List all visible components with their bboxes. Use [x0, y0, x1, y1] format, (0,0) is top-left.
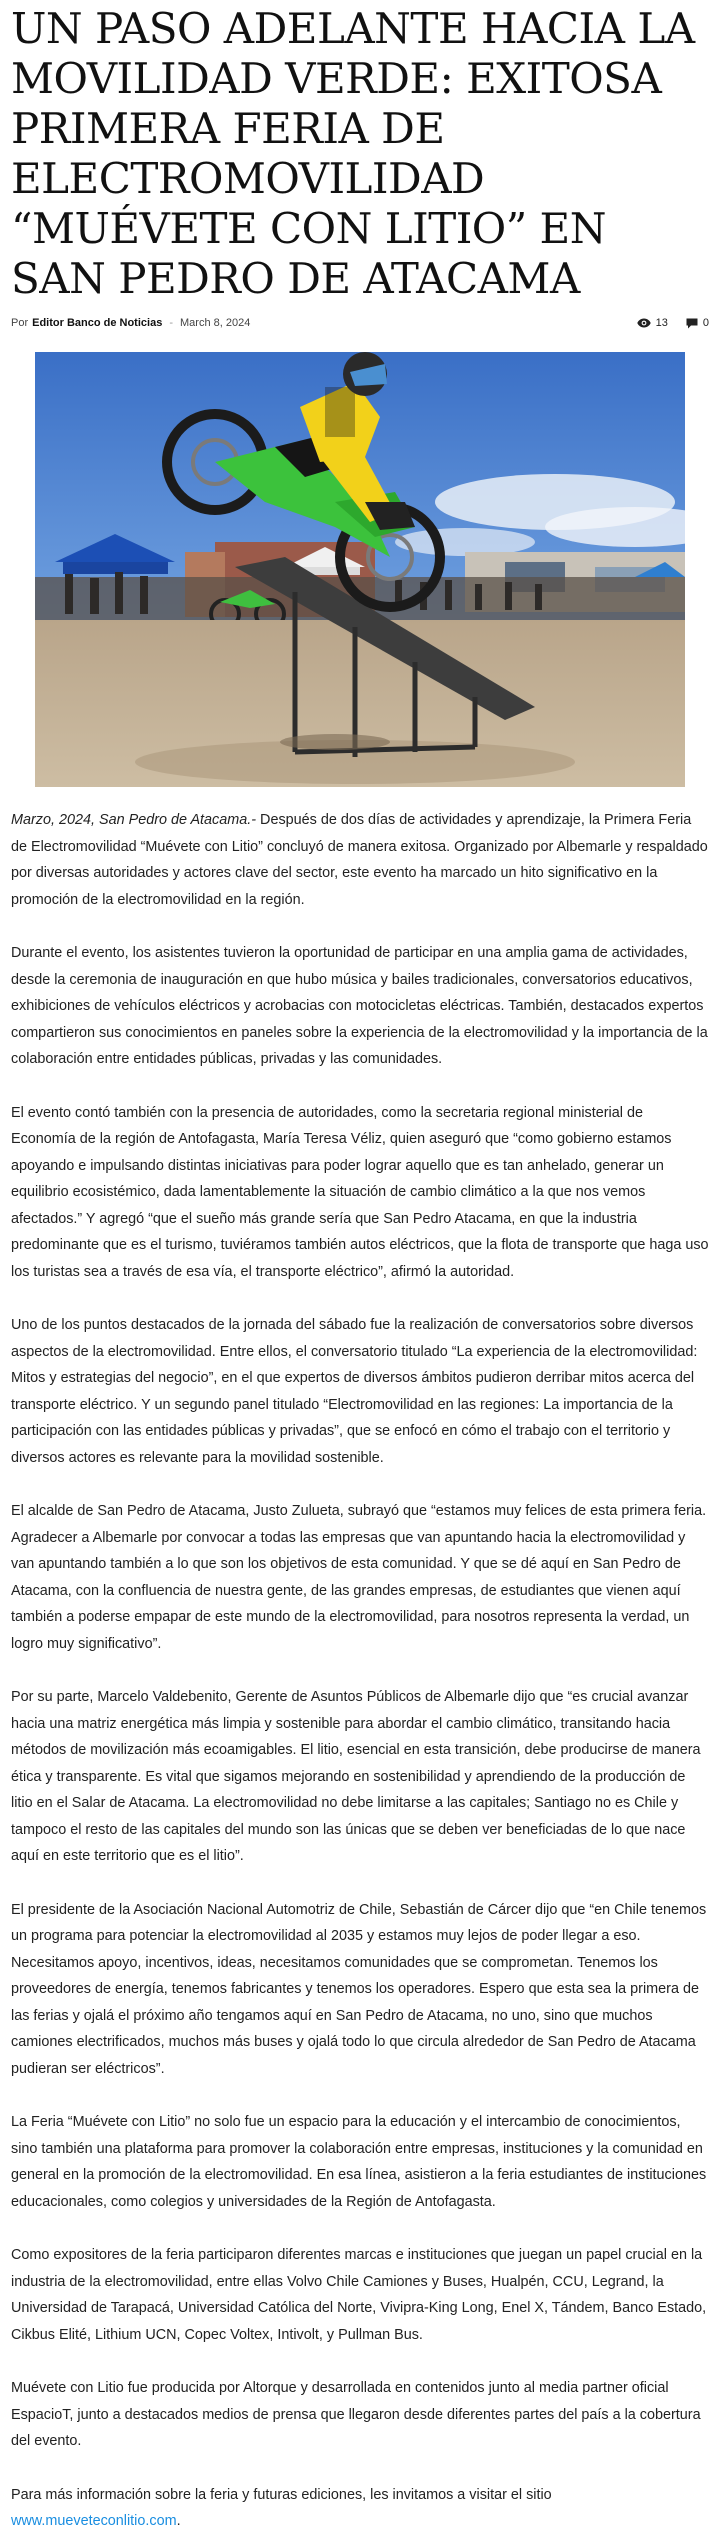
motocross-photo	[35, 352, 685, 787]
paragraph: El presidente de la Asociación Nacional Automotriz de Chile, Sebastián de Cárcer dijo que “en Chile tenemos un programa para potenciar la electromovilidad al 2035 y estamos muy lejos de poder llegar a eso. Necesitamos apoyo, incentivos, ideas, necesitamos comunidades que se comprometan. Tenemos los proveedores de energía, tenemos fabricantes y tenemos los operadores. Espero que esta sea la primera de las ferias y ojalá el próximo año tengamos aquí en San Pedro de Atacama, no uno, sino que muchos camiones electrificados, muchos más buses y ojalá todo lo que circula alrededor de San Pedro de Atacama pudieran ser eléctricos”.	[11, 1901, 707, 2077]
dateline: Marzo, 2024, San Pedro de Atacama.-	[11, 812, 257, 828]
paragraph: El alcalde de San Pedro de Atacama, Justo Zulueta, subrayó que “estamos muy felices de esta primera feria. Agradecer a Albemarle por convocar a todas las empresas que van apuntando hacia la electromovilidad y van apuntando también a lo que son los objetivos de esta comunidad. Y que se dé aquí en San Pedro de Atacama, con la confluencia de nuestra gente, de las grandes empresas, de estudiantes que vienen aquí también a poderse empapar de este mundo de la electromovilidad, para nosotros representa la verdad, un logro muy significativo”.	[11, 1503, 707, 1652]
article-title: UN PASO ADELANTE HACIA LA MOVILIDAD VERDE: EXITOSA PRIMERA FERIA DE ELECTROMOVILIDAD “MUÉVETE CON LITIO” EN SAN PEDRO DE ATACAMA	[11, 4, 695, 303]
paragraph: Durante el evento, los asistentes tuvieron la oportunidad de participar en una amplia gama de actividades, desde la ceremonia de inauguración en que hubo música y bailes tradicionales, conversatorios educativos, exhibiciones de vehículos eléctricos y acrobacias con motocicletas eléctricas. También, destacados expertos compartieron sus conocimientos en paneles sobre la experiencia de la electromovilidad y la importancia de la colaboración entre entidades públicas, privadas y las comunidades.	[11, 945, 708, 1067]
byline-separator: -	[169, 317, 173, 329]
article-stats	[637, 317, 709, 329]
lead-paragraph	[11, 807, 709, 913]
paragraph: Por su parte, Marcelo Valdebenito, Gerente de Asuntos Públicos de Albemarle dijo que “es crucial avanzar hacia una matriz energética más limpia y sostenible para abordar el cambio climático, transitando hacia métodos de movilización más ecoamigables. El litio, esencial en esta transición, debe producirse de manera ética y transparente. Es vital que sigamos mejorando en sostenibilidad y aprendiendo de la producción de litio en el Salar de Atacama. La electromovilidad no debe limitarse a las capitales; Santiago no es Chile y tampoco el resto de las capitales del mundo son las únicas que se deben ver beneficiadas de lo que nace aquí en este territorio que es el litio”.	[11, 1689, 701, 1864]
article-body	[11, 807, 709, 2535]
paragraph: Uno de los puntos destacados de la jornada del sábado fue la realización de conversatorios sobre diversos aspectos de la electromovilidad. Entre ellos, el conversatorio titulado “La experiencia de la electromovilidad: Mitos y estrategias del negocio”, en el que expertos de diversos ámbitos pudieron derribar mitos acerca del transporte eléctrico. Y un segundo panel titulado “Electromovilidad en las regiones: La importancia de la participación con las entidades públicas y privadas”, que se enfocó en cómo el trabajo con el territorio y diversos actores es relevante para la movilidad sostenible.	[11, 1317, 698, 1466]
paragraph: Muévete con Litio fue producida por Altorque y desarrollada en contenidos junto al media partner oficial EspacioT, junto a destacados medios de prensa que llegaron desde diferentes partes del país a la cobertura del evento.	[11, 2380, 701, 2449]
article-meta	[11, 314, 709, 332]
by-label: Por	[11, 317, 29, 329]
closing-suffix: .	[176, 2513, 181, 2529]
publish-date: March 8, 2024	[180, 317, 251, 329]
byline	[11, 317, 250, 329]
views-stat	[637, 317, 668, 329]
views-count: 13	[655, 317, 668, 329]
hero-image-container	[11, 352, 709, 787]
closing-paragraph	[11, 2482, 709, 2535]
comments-stat[interactable]	[686, 317, 709, 329]
author-link[interactable]: Editor Banco de Noticias	[32, 317, 163, 329]
lead-text: Después de dos días de actividades y aprendizaje, la Primera Feria de Electromovilidad “Muévete con Litio” concluyó de manera exitosa. Organizado por Albemarle y respaldado por diversas autoridades y actores clave del sector, este evento ha marcado un hito significativo en la promoción de la electromovilidad en la región.	[11, 812, 708, 908]
eye-icon	[637, 318, 651, 328]
paragraph: El evento contó también con la presencia de autoridades, como la secretaria regional ministerial de Economía de la región de Antofagasta, María Teresa Véliz, quien aseguró que “como gobierno estamos apoyando e impulsando distintas iniciativas para poder lograr aquello que es tan anhelado, generar un equilibrio ecosistémico, dada lamentablemente la situación de cambio climático a la que nos vemos afectados.” Y agregó “que el sueño más grande sería que San Pedro Atacama, en que la industria predominante que es el turismo, tuviéramos también autos eléctricos, que la flota de transporte que haga uso los turistas sea a través de esa vía, el transporte eléctrico”, afirmó la autoridad.	[11, 1104, 709, 1280]
website-link[interactable]: www.mueveteconlitio.com	[11, 2513, 177, 2529]
paragraph: Como expositores de la feria participaron diferentes marcas e instituciones que juegan un papel crucial en la industria de la electromovilidad, entre ellas Volvo Chile Camiones y Buses, Hualpén, CCU, Legrand, la Universidad de Tarapacá, Universidad Católica del Norte, Vivipra-King Long, Enel X, Tándem, Banco Estado, Cikbus Elité, Lithium UCN, Copec Voltex, Intivolt, y Pullman Bus.	[11, 2247, 707, 2343]
comments-count: 0	[702, 317, 709, 329]
closing-text: Para más información sobre la feria y futuras ediciones, les invitamos a visitar el sitio	[11, 2486, 552, 2503]
comment-icon	[686, 318, 698, 329]
paragraph: La Feria “Muévete con Litio” no solo fue un espacio para la educación y el intercambio de conocimientos, sino también una plataforma para promover la colaboración entre empresas, instituciones y la comunidad en general en la promoción de la electromovilidad. En esa línea, asistieron a la feria estudiantes de instituciones educacionales, como colegios y universidades de la Región de Antofagasta.	[11, 2114, 707, 2210]
